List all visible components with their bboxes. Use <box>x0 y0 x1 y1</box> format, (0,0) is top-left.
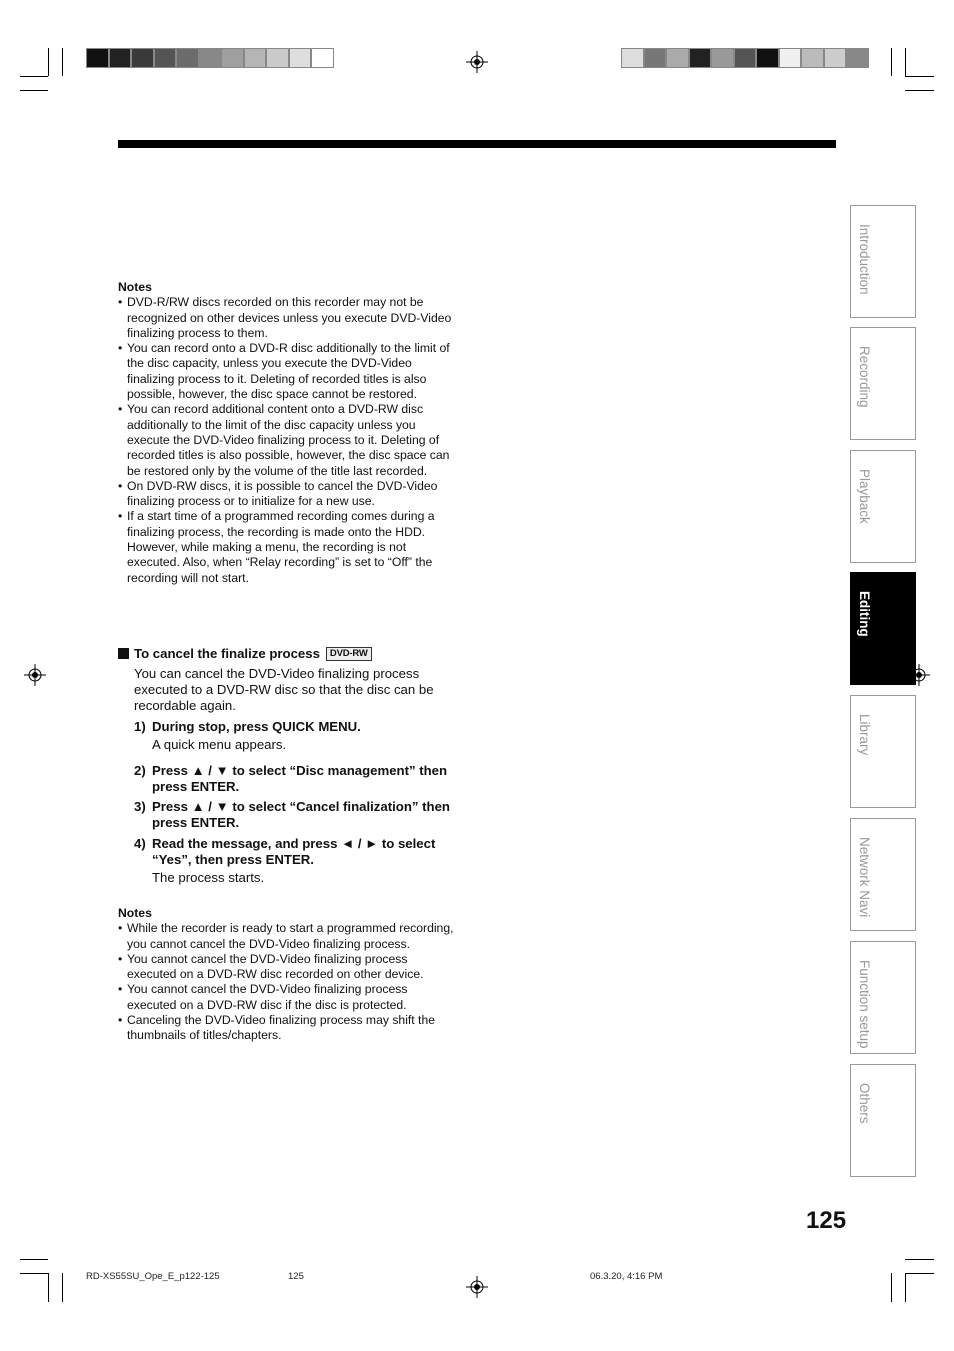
color-swatch <box>221 48 244 68</box>
tab-label: Editing <box>857 591 872 637</box>
tab-label: Function setup <box>857 960 872 1049</box>
color-swatch <box>711 48 734 68</box>
notes-block-2 <box>118 906 458 1044</box>
color-swatch <box>131 48 154 68</box>
color-swatch <box>801 48 824 68</box>
note-item: • Canceling the DVD-Video finalizing process may shift the thumbnails of titles/chapters. <box>118 1013 458 1044</box>
color-swatch <box>734 48 757 68</box>
color-swatch <box>266 48 289 68</box>
tab-label: Playback <box>857 469 872 524</box>
color-swatch <box>756 48 779 68</box>
tab-label: Recording <box>857 346 872 408</box>
color-swatch <box>644 48 667 68</box>
tab-label: Library <box>857 714 872 756</box>
crop-mark <box>48 1273 49 1302</box>
crop-mark <box>905 48 906 76</box>
color-swatch <box>109 48 132 68</box>
color-swatch <box>86 48 109 68</box>
step-result: The process starts. <box>152 870 265 885</box>
crop-mark <box>905 1273 934 1274</box>
step-1 <box>134 719 464 735</box>
step-number: 2) <box>134 763 146 778</box>
section-intro: You can cancel the DVD-Video finalizing process executed to a DVD-RW disc so that the disc can be recordable again. <box>134 666 434 713</box>
crop-mark <box>905 76 934 77</box>
square-bullet-icon <box>118 648 129 659</box>
tab-label: Others <box>857 1083 872 1124</box>
notes-block-1 <box>118 280 458 586</box>
note-item: • You can record onto a DVD-R disc additionally to the limit of the disc capacity, unless you execute the DVD-Video finalizing process to it. Deleting of recorded titles is also possible, however, the disc space cannot be restored. <box>118 341 458 402</box>
crop-mark <box>905 90 934 91</box>
tab-editing[interactable] <box>850 572 916 685</box>
tab-library[interactable] <box>850 695 916 808</box>
crop-mark <box>905 1273 906 1302</box>
color-swatch <box>779 48 802 68</box>
crop-mark <box>891 48 892 76</box>
tab-network-navi[interactable] <box>850 818 916 931</box>
footer-date: 06.3.20, 4:16 PM <box>590 1271 663 1282</box>
note-item: • While the recorder is ready to start a programmed recording, you cannot cancel the DVD-Video finalizing process. <box>118 921 458 952</box>
color-swatch <box>621 48 644 68</box>
tab-label: Introduction <box>857 224 872 295</box>
tab-others[interactable] <box>850 1064 916 1177</box>
color-swatch <box>176 48 199 68</box>
color-bar-left <box>86 48 334 68</box>
tab-introduction[interactable] <box>850 205 916 318</box>
note-item: • If a start time of a programmed recording comes during a finalizing process, the recording is made onto the HDD. However, while making a menu, the recording is not executed. Also, when “Relay recording” is set to “Off” the recording will not start. <box>118 509 458 585</box>
section-heading <box>118 646 372 661</box>
crop-mark <box>48 48 49 76</box>
step-result: A quick menu appears. <box>152 737 287 752</box>
step-text: During stop, press QUICK MENU. <box>152 719 361 734</box>
note-item: • DVD-R/RW discs recorded on this recorder may not be recognized on other devices unless you execute DVD-Video finalizing process to them. <box>118 295 458 341</box>
crop-mark <box>62 1273 63 1302</box>
step-4 <box>134 836 464 868</box>
tab-playback[interactable] <box>850 450 916 563</box>
header-rule <box>118 140 836 148</box>
note-item: • You cannot cancel the DVD-Video finalizing process executed on a DVD-RW disc recorded on other device. <box>118 952 458 983</box>
footer-page: 125 <box>288 1271 304 1282</box>
color-swatch <box>154 48 177 68</box>
tab-label: Network Navi <box>857 837 872 918</box>
note-item: • You cannot cancel the DVD-Video finalizing process executed on a DVD-RW disc if the disc is protected. <box>118 982 458 1013</box>
registration-mark-icon <box>466 1276 488 1298</box>
section-heading-text: To cancel the finalize process <box>134 646 320 661</box>
notes-list <box>118 921 458 1043</box>
crop-mark <box>62 48 63 76</box>
step-number: 3) <box>134 799 146 814</box>
step-number: 1) <box>134 719 146 734</box>
note-item: • On DVD-RW discs, it is possible to cancel the DVD-Video finalizing process or to initialize for a new use. <box>118 479 458 510</box>
notes-title: Notes <box>118 280 152 294</box>
color-swatch <box>244 48 267 68</box>
notes-title: Notes <box>118 906 152 920</box>
color-swatch <box>289 48 312 68</box>
note-item: • You can record additional content onto a DVD-RW disc additionally to the limit of the disc capacity unless you execute the DVD-Video finalizing process to it. Deleting of recorded titles is also possible, however, the disc space can be restored only by the volume of the title last recorded. <box>118 402 458 478</box>
color-swatch <box>666 48 689 68</box>
tab-function-setup[interactable] <box>850 941 916 1054</box>
crop-mark <box>20 1259 48 1260</box>
crop-mark <box>905 1259 934 1260</box>
color-swatch <box>689 48 712 68</box>
step-3 <box>134 799 464 831</box>
step-2 <box>134 763 464 795</box>
crop-mark <box>20 1273 48 1274</box>
color-bar-right <box>621 48 869 68</box>
step-number: 4) <box>134 836 146 851</box>
step-text: Press ▲ / ▼ to select “Disc management” then press ENTER. <box>152 763 448 794</box>
page-number: 125 <box>806 1207 847 1234</box>
dvd-rw-badge: DVD-RW <box>326 647 372 661</box>
color-swatch <box>824 48 847 68</box>
footer-filename: RD-XS55SU_Ope_E_p122-125 <box>86 1271 220 1282</box>
registration-mark-icon <box>466 51 488 73</box>
step-text: Read the message, and press ◄ / ► to select “Yes”, then press ENTER. <box>152 836 436 867</box>
crop-mark <box>20 90 48 91</box>
step-text: Press ▲ / ▼ to select “Cancel finalization” then press ENTER. <box>152 799 450 830</box>
tab-recording[interactable] <box>850 327 916 440</box>
registration-mark-icon <box>24 664 46 686</box>
color-swatch <box>311 48 334 68</box>
crop-mark <box>20 76 48 77</box>
notes-list <box>118 295 458 586</box>
color-swatch <box>199 48 222 68</box>
crop-mark <box>891 1273 892 1302</box>
color-swatch <box>846 48 869 68</box>
